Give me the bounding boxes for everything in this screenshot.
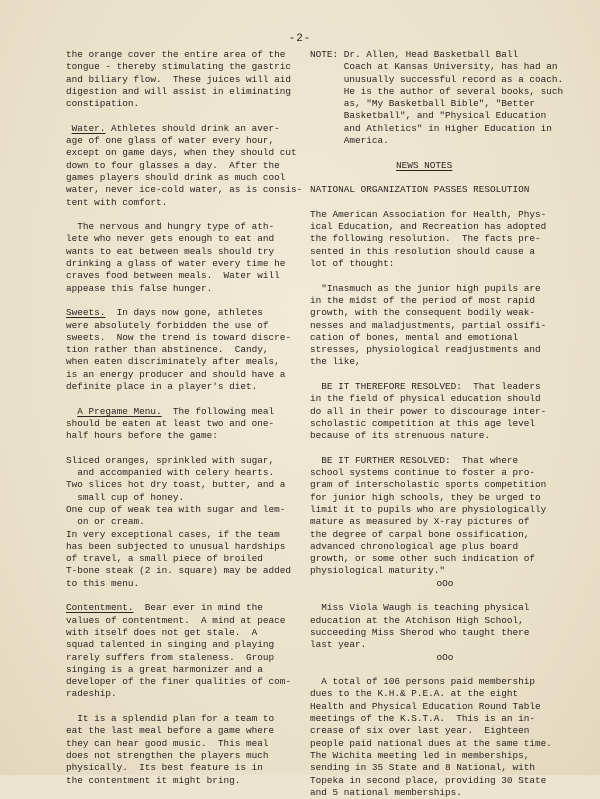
text-line: in the midst of the period of most rapid — [310, 294, 536, 306]
right-column — [310, 49, 580, 799]
text-line: gram of interscholastic sports competition — [310, 479, 547, 491]
text-line: should be eaten at least two and one- — [66, 417, 275, 429]
text-line: on or cream. — [66, 516, 145, 528]
text-line: tongue - thereby stimulating the gastric — [66, 61, 292, 73]
pregame-first-line: A Pregame Menu. The following meal — [77, 405, 275, 417]
contentment-paragraph — [66, 602, 298, 700]
text-line: has been subjected to unusual hardships — [66, 540, 286, 552]
text-line: The American Association for Health, Phys- — [310, 208, 547, 220]
text-line: small cup of honey. — [66, 491, 185, 503]
text-line: age of one glass of water every hour, — [66, 135, 275, 147]
intro-paragraph — [66, 49, 298, 110]
text-line: Coach at Kansas University, has had an — [310, 61, 558, 73]
text-line: definite place in a player's diet. — [66, 381, 258, 393]
text-line: Topeka in second place, providing 30 State — [310, 774, 547, 786]
text-line: He is the author of several books, such — [310, 85, 564, 97]
text-line: singing is a great harmonizer and a — [66, 663, 263, 675]
text-line: except on game days, when they should cut — [66, 147, 297, 159]
text-line: and 5 national memberships. — [310, 786, 462, 798]
text-line: and accompanied with celery hearts. — [66, 467, 275, 479]
text-line: the following resolution. The facts pre- — [310, 233, 541, 245]
text-line: constipation. — [66, 98, 140, 110]
sweets-heading: Sweets. — [66, 307, 106, 319]
text-line: and Athletics" in Higher Education in — [310, 122, 552, 134]
text-line: One cup of weak tea with sugar and lem- — [66, 503, 286, 515]
text-line: last year. — [310, 639, 367, 651]
text-line: crease of six over last year. Eighteen — [310, 725, 530, 737]
membership-paragraph — [310, 676, 580, 799]
separator-2: oOo — [436, 651, 454, 663]
text-line: because of its strenuous nature. — [310, 430, 491, 442]
text-line: do all in their power to discourage inter- — [310, 405, 547, 417]
news-notes-heading: NEWS NOTES — [396, 159, 453, 171]
text-line: stresses, physiological readjustments and — [310, 344, 541, 356]
text-line: lete who never gets enough to eat and — [66, 233, 275, 245]
pregame-paragraph — [66, 406, 298, 443]
text-line: people paid national dues at the same time. — [310, 737, 552, 749]
text-line: physically. Its best feature is in — [66, 762, 263, 774]
text-line: A total of 106 persons paid membership — [310, 676, 536, 688]
text-line: limit it to pupils who are physiologically — [310, 503, 547, 515]
text-line: as, "My Basketball Bible", "Better — [310, 98, 536, 110]
text-line: were absolutely forbidden the use of — [66, 319, 269, 331]
text-line: meetings of the K.S.T.A. This is an in- — [310, 713, 536, 725]
text-line: wants to eat between meals should try — [66, 245, 275, 257]
waugh-paragraph — [310, 602, 580, 651]
text-line: half hours before the game: — [66, 430, 218, 442]
text-line: to this menu. — [66, 577, 140, 589]
final-paragraph — [66, 713, 298, 787]
text-line: radeship. — [66, 688, 117, 700]
text-line: Sliced oranges, sprinkled with sugar, — [66, 454, 275, 466]
text-line: with itself does not get stale. A — [66, 626, 258, 638]
pregame-heading: A Pregame Menu. — [77, 405, 162, 417]
text-line: ical Education, and Recreation has adopted — [310, 221, 547, 233]
text-line: sented in this resolution should cause a — [310, 245, 536, 257]
text-line: NOTE: Dr. Allen, Head Basketball Ball — [310, 49, 519, 60]
text-line: water, never ice-cold water, as is consis- — [66, 184, 303, 196]
text-line: of travel, a small piece of broiled — [66, 553, 263, 565]
text-line: tion rather than abstinence. Candy, — [66, 344, 269, 356]
text-line: nesses and maladjustments, partial ossifi- — [310, 319, 547, 331]
therefore-paragraph — [310, 381, 580, 442]
text-line: It is a splendid plan for a team to — [66, 713, 275, 725]
contentment-heading: Contentment. — [66, 602, 134, 614]
text-line: sending in 35 State and 8 National, with — [310, 762, 536, 774]
water-first-line: Water. Athletes should drink an aver- — [71, 122, 280, 134]
text-line: squad talented in singing and playing — [66, 639, 275, 651]
text-line: is an energy producer and should have a — [66, 368, 286, 380]
text-line: developer of the finer qualities of com- — [66, 676, 292, 688]
text-line: digestion and will assist in eliminating — [66, 85, 292, 97]
text-line: when eaten discriminately after meals, — [66, 356, 280, 368]
text-line: growth, with the consequent bodily weak- — [310, 307, 536, 319]
text-line: The nervous and hungry type of ath- — [66, 221, 275, 233]
text-line: T-bone steak (2 in. square) may be added — [66, 565, 292, 577]
text-line: school systems continue to foster a pro- — [310, 467, 536, 479]
text-line: for junior high schools, they be urged to — [310, 491, 541, 503]
text-line: values of contentment. A mind at peace — [66, 614, 286, 626]
text-line: "Inasmuch as the junior high pupils are — [310, 282, 541, 294]
text-line: America. — [310, 135, 389, 147]
text-line: BE IT FURTHER RESOLVED: That where — [310, 454, 519, 466]
text-line: cation of bones, mental and emotional — [310, 331, 519, 343]
water-paragraph — [66, 122, 303, 209]
text-line: advanced chronological age plus board — [310, 540, 519, 552]
text-line: sweets. Now the trend is toward discre- — [66, 331, 292, 343]
text-line: growth, or some other such indication of — [310, 553, 536, 565]
text-line: lot of thought: — [310, 258, 395, 270]
text-line: eat the last meal before a game where — [66, 725, 275, 737]
nervous-paragraph — [66, 221, 298, 295]
separator-1: oOo — [436, 577, 454, 589]
text-line: games players should drink as much cool — [66, 171, 286, 183]
contentment-first-line: Contentment. Bear ever in mind the — [66, 602, 263, 614]
text-line: Basketball", and "Physical Education — [310, 110, 547, 122]
text-line: craves food between meals. Water will — [66, 270, 280, 282]
resolution-heading: NATIONAL ORGANIZATION PASSES RESOLUTION — [310, 184, 530, 196]
text-line: BE IT THEREFORE RESOLVED: That leaders — [310, 381, 541, 393]
text-line: they can hear good music. This meal — [66, 737, 269, 749]
inasmuch-paragraph — [310, 283, 580, 369]
text-line: appease this false hunger. — [66, 282, 213, 294]
text-line: Health and Physical Education Round Table — [310, 700, 541, 712]
text-line: the contentment it might bring. — [66, 774, 241, 786]
text-line: tent with comfort. — [66, 196, 168, 208]
text-line: physiological maturity." — [310, 565, 446, 577]
note-paragraph — [310, 49, 580, 147]
text-line: down to four glasses a day. After the — [66, 159, 280, 171]
sweets-paragraph — [66, 307, 298, 393]
text-line: The Wichita meeting led in memberships, — [310, 749, 530, 761]
text-line: dues to the K.H.& P.E.A. at the eight — [310, 688, 519, 700]
text-line: unusually successful record as a coach. — [310, 73, 564, 85]
text-line: rarely suffers from staleness. Group — [66, 651, 275, 663]
sweets-first-line: Sweets. In days now gone, athletes — [66, 307, 263, 319]
resolution-intro — [310, 209, 580, 270]
text-line: mature as measured by X-ray pictures of — [310, 516, 530, 528]
text-line: the orange cover the entire area of the — [66, 49, 286, 60]
text-line: the like, — [310, 356, 361, 368]
text-line: and biliary flow. These juices will aid — [66, 73, 292, 85]
page-number: -2- — [288, 33, 312, 45]
text-line: scholastic competition at this age level — [310, 417, 536, 429]
text-line: the degree of carpal bone ossification, — [310, 528, 530, 540]
text-line: in the field of physical education should — [310, 393, 541, 405]
text-line: Two slices hot dry toast, butter, and a — [66, 479, 286, 491]
water-heading: Water. — [71, 122, 106, 134]
text-line: education at the Atchison High School, — [310, 614, 524, 626]
text-line: drinking a glass of water every time he — [66, 258, 286, 270]
text-line: succeeding Miss Sherod who taught there — [310, 626, 530, 638]
text-line: Miss Viola Waugh is teaching physical — [310, 602, 530, 614]
further-paragraph — [310, 455, 580, 578]
left-column — [66, 49, 303, 787]
text-line: does not strengthen the players much — [66, 749, 269, 761]
text-line: In very exceptional cases, if the team — [66, 528, 280, 540]
menu-list — [66, 455, 298, 590]
